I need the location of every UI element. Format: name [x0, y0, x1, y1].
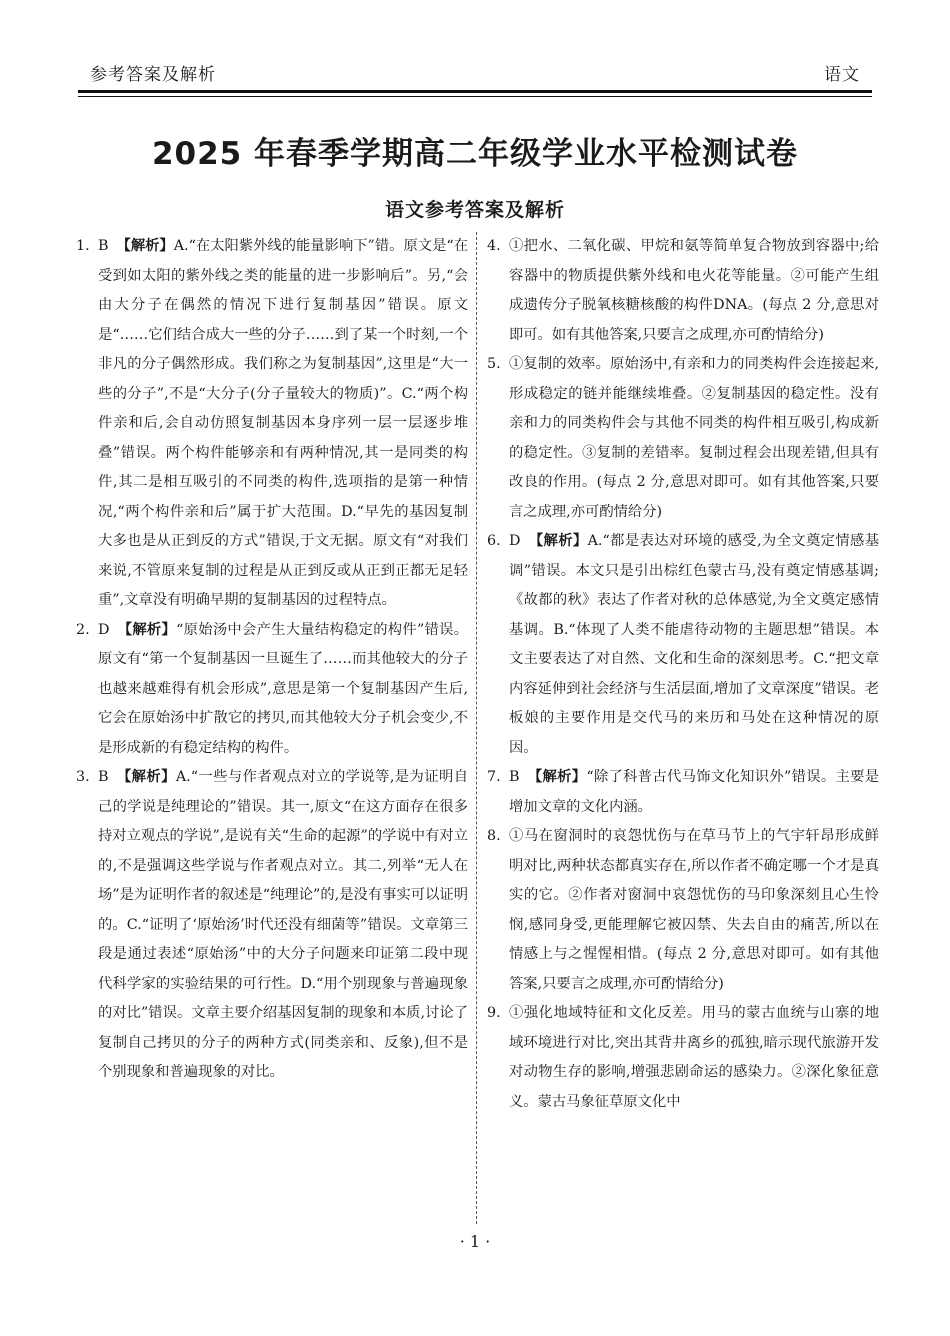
page-title: 2025 年春季学期高二年级学业水平检测试卷	[151, 136, 799, 172]
header-subject-label: 语文	[824, 65, 860, 85]
running-header	[78, 60, 872, 90]
item-text: A.“都是表达对环境的感受,为全文奠定情感基调”错误。本文只是引出棕红色蒙古马,没有奠定情感基调;《故都的秋》表达了作者对秋的总体感觉,为全文奠定感情基调。B.“体现了人类不能虐待动物的主题思想”错误。本文主要表达了对自然、文化和生命的深刻思考。C.“把文章内容延伸到社会经济与生活层面,增加了文章深度”错误。老板娘的主要作用是交代马的来历和马处在这种情况的原因。	[509, 533, 879, 756]
item-answer: D	[98, 621, 110, 638]
item-number: 5.	[487, 356, 501, 372]
answer-item-8	[487, 822, 879, 999]
item-number: 4.	[487, 238, 501, 254]
answer-item-5	[487, 350, 879, 527]
header-left-label: 参考答案及解析	[90, 65, 216, 85]
item-text: ①强化地域特征和文化反差。用马的蒙古血统与山寨的地域环境进行对比,突出其背井离乡的孤独,暗示现代旅游开发对动物生存的影响,增强悲剧命运的感染力。②深化象征意义。蒙古马象征草原文化中	[509, 1005, 879, 1110]
item-tag: 【解析】	[116, 769, 176, 785]
header-rule-thin	[78, 96, 872, 97]
column-divider	[476, 232, 477, 1224]
item-text: ①把水、二氧化碳、甲烷和氨等简单复合物放到容器中;给容器中的物质提供紫外线和电火花等能量。②可能产生组成遗传分子脱氧核糖核酸的构件DNA。(每点 2 分,意思对即可。如有其他答案,只要言之成理,亦可酌情给分)	[509, 238, 879, 343]
item-tag: 【解析】	[116, 238, 174, 254]
answer-item-9	[487, 999, 879, 1117]
item-text: “除了科普古代马饰文化知识外”错误。主要是增加文章的文化内涵。	[509, 769, 879, 815]
item-answer: B	[98, 238, 109, 254]
item-number: 2.	[76, 621, 90, 638]
item-number: 9.	[487, 1005, 501, 1021]
item-number: 1.	[76, 238, 90, 254]
item-answer: D	[509, 533, 521, 549]
answer-item-2	[76, 616, 468, 764]
answer-item-4	[487, 232, 879, 350]
item-text: A.“在太阳紫外线的能量影响下”错。原文是“在受到如太阳的紫外线之类的能量的进一步影响后”。另,“会由大分子在偶然的情况下进行复制基因”错误。原文是“……它们结合成大一些的分子……到了某一个时刻,一个非凡的分子偶然形成。我们称之为复制基因”,这里是“大一些的分子”,不是“大分子(分子量较大的物质)”。C.“两个构件亲和后,会自动仿照复制基因本身序列一层一层逐步堆叠”错误。两个构件能够亲和有两种情况,其一是同类的构件,其二是相互吸引的不同类的构件,选项指的是第一种情况,“两个构件亲和后”属于扩大范围。D.“早先的基因复制大多也是从正到反的方式”错误,于文无据。原文有“对我们来说,不管原来复制的过程是从正到反或从正到正都无足轻重”,文章没有明确早期的复制基因的过程特点。	[98, 238, 468, 608]
item-tag: 【解析】	[527, 769, 587, 785]
header-rule-thick	[78, 90, 872, 93]
item-number: 8.	[487, 828, 501, 844]
item-text: A.“一些与作者观点对立的学说等,是为证明自己的学说是纯理论的”错误。其一,原文“在这方面存在很多持对立观点的学说”,是说有关“生命的起源”的学说中有对立的,不是强调这些学说与作者观点对立。其二,列举“无人在场”是为证明作者的叙述是“纯理论”的,是没有事实可以证明的。C.“证明了‘原始汤’时代还没有细菌等”错误。文章第三段是通过表述“原始汤”中的大分子问题来印证第二段中现代科学家的实验结果的可行性。D.“用个别现象与普遍现象的对比”错误。文章主要介绍基因复制的现象和本质,讨论了复制自己拷贝的分子的两种方式(同类亲和、反象),但不是个别现象和普遍现象的对比。	[98, 769, 468, 1080]
answer-item-6	[487, 527, 879, 763]
item-number: 7.	[487, 769, 501, 785]
item-tag: 【解析】	[117, 621, 177, 638]
item-tag: 【解析】	[528, 533, 588, 549]
right-column	[487, 232, 879, 1117]
item-text: ①马在窗洞时的哀怨忧伤与在草马节上的气宇轩昂形成鲜明对比,两种状态都真实存在,所以作者不确定哪一个才是真实的它。②作者对窗洞中哀怨忧伤的马印象深刻且心生怜悯,感同身受,更能理解它被囚禁、失去自由的痛苦,所以在情感上与之惺惺相惜。(每点 2 分,意思对即可。如有其他答案,只要言之成理,亦可酌情给分)	[509, 828, 879, 992]
page-number: · 1 ·	[459, 1232, 491, 1251]
answer-item-1	[76, 232, 468, 616]
answer-item-7	[487, 763, 879, 822]
item-number: 6.	[487, 533, 501, 549]
answer-item-3	[76, 763, 468, 1088]
item-number: 3.	[76, 769, 90, 785]
item-answer: B	[98, 769, 109, 785]
item-answer: B	[509, 769, 520, 785]
item-text: ①复制的效率。原始汤中,有亲和力的同类构件会连接起来,形成稳定的链并能继续堆叠。②复制基因的稳定性。没有亲和力的同类构件会与其他不同类的构件相互吸引,构成新的稳定性。③复制的差错率。复制过程会出现差错,但具有改良的作用。(每点 2 分,意思对即可。如有其他答案,只要言之成理,亦可酌情给分)	[509, 356, 879, 520]
page-subtitle: 语文参考答案及解析	[384, 199, 565, 221]
left-column	[76, 232, 468, 1088]
item-text: “原始汤中会产生大量结构稳定的构件”错误。原文有“第一个复制基因一旦诞生了……而其他较大的分子也越来越难得有机会形成”,意思是第一个复制基因产生后,它会在原始汤中扩散它的拷贝,而其他较大分子机会变少,不是形成新的有稳定结构的构件。	[98, 621, 468, 756]
